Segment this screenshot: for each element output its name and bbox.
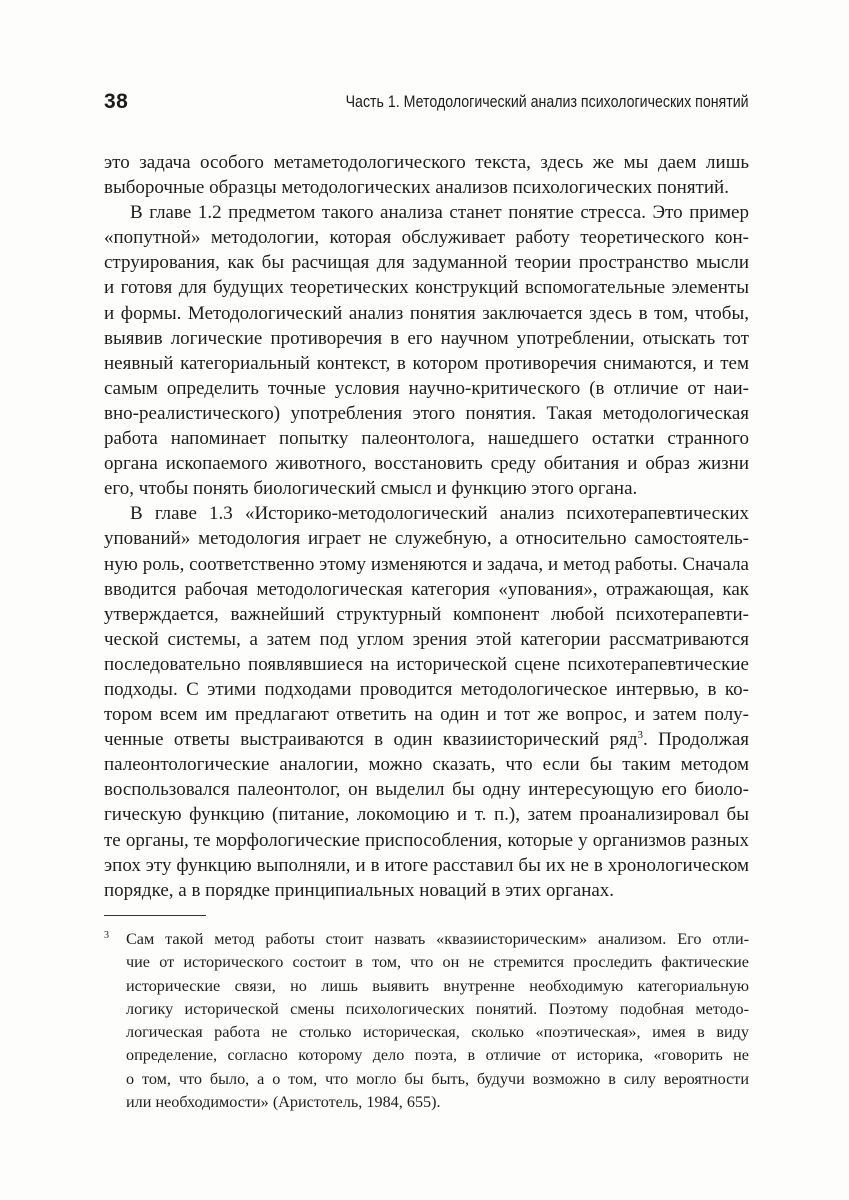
text-line: подходы. С этими подходами проводится методологическое интервью, в ко- xyxy=(104,678,749,700)
text-line: выборочные образцы методологических анализов психологических понятий. xyxy=(104,177,729,199)
text-line: порядке, а в порядке принципиальных новаций в этих органах. xyxy=(104,879,615,901)
text-line: вводится рабочая методологическая категория «упования», отражающая, как xyxy=(104,578,749,600)
text-line: В главе 1.2 предметом такого анализа станет понятие стресса. Это пример xyxy=(130,202,749,224)
footnote-line: или необходимости» (Аристотель, 1984, 655). xyxy=(126,1093,441,1112)
text-line: ную роль, соответственно этому изменяются и задача, и метод работы. Сначала xyxy=(104,553,749,575)
footnote-line: чие от исторического состоит в том, что он не стремится проследить фактические xyxy=(126,953,749,972)
text-line: его, чтобы понять биологический смысл и функцию этого органа. xyxy=(104,478,638,500)
text-line: тором всем им предлагают ответить на один и тот же вопрос, и затем полу- xyxy=(104,704,749,726)
footnote-text xyxy=(126,928,749,1114)
footnote-line: логику исторической смены психологических понятий. Поэтому подобная методо- xyxy=(126,999,749,1018)
text-line: утверждается, важнейший структурный компонент любой психотерапевти- xyxy=(104,603,749,625)
text-line: те органы, те морфологические приспособления, которые у организмов разных xyxy=(104,829,749,851)
text-line: струирования, как бы расчищая для задуманной теории пространство мысли xyxy=(104,252,749,274)
text-line: и формы. Методологический анализ понятия заключается здесь в том, чтобы, xyxy=(104,302,749,324)
page-header xyxy=(104,90,749,120)
text-line: эпох эту функцию выполняли, и в итоге расставил бы их не в хронологическом xyxy=(104,854,749,876)
footnote-divider xyxy=(104,915,206,916)
footnote-marker: 3 xyxy=(104,930,109,941)
text-line: гическую функцию (питание, локомоцию и т. п.), затем проанализировал бы xyxy=(104,804,749,826)
text-line: самым определить точные условия научно-критического (в отличие от наи- xyxy=(104,377,749,399)
text-line: неявный категориальный контекст, в котором противоречия снимаются, и тем xyxy=(104,352,749,374)
text-fragment: . Продолжая xyxy=(643,729,749,751)
page-number: 38 xyxy=(104,90,129,113)
footnote-line: определение, согласно которому дело поэта, в отличие от историка, «говорить не xyxy=(126,1046,749,1065)
text-fragment: ченные ответы выстраиваются в один квазиисторический ряд xyxy=(104,729,638,751)
text-line-with-footnote xyxy=(104,727,749,752)
text-line: это задача особого метаметодологического текста, здесь же мы даем лишь xyxy=(104,152,749,173)
main-text xyxy=(104,150,749,903)
text-line: упований» методология играет не служебную, а относительно самостоятель- xyxy=(104,528,749,550)
text-line: работа напоминает попытку палеонтолога, нашедшего остатки странного xyxy=(104,428,749,450)
text-line: выявив логические противоречия в его научном употреблении, отыскать тот xyxy=(104,327,749,349)
running-head: Часть 1. Методологический анализ психологических понятий xyxy=(346,93,749,111)
footnote-line: Сам такой метод работы стоит назвать «квазиисторическим» анализом. Его отли- xyxy=(126,930,749,948)
text-line: и готовя для будущих теоретических конструкций вспомогательные элементы xyxy=(104,277,749,299)
text-line: воспользовался палеонтолог, он выделил бы одну интересующую его биоло- xyxy=(104,779,749,801)
text-line: «попутной» методологии, которая обслуживает работу теоретического кон- xyxy=(104,227,749,249)
footnote-line: исторические связи, но лишь выявить внутренне необходимую категориальную xyxy=(126,976,749,995)
text-line: В главе 1.3 «Историко-методологический анализ психотерапевтических xyxy=(130,503,749,525)
text-line: вно-реалистического) употребления этого понятия. Такая методологическая xyxy=(104,402,749,424)
text-line: ческой системы, а затем под углом зрения этой категории рассматриваются xyxy=(104,628,749,650)
footnote-line: логическая работа не столько историческая, сколько «поэтическая», имея в виду xyxy=(126,1023,749,1042)
text-line: последовательно появлявшиеся на исторической сцене психотерапевтические xyxy=(104,653,749,675)
text-line: палеонтологические аналогии, можно сказать, что если бы таким методом xyxy=(104,754,749,776)
footnote-reference[interactable]: 3 xyxy=(637,729,643,742)
text-line: органа ископаемого животного, восстановить среду обитания и образ жизни xyxy=(104,453,749,475)
footnote-line: о том, что было, а о том, что могло бы быть, будучи возможно в силу вероятности xyxy=(126,1069,749,1088)
